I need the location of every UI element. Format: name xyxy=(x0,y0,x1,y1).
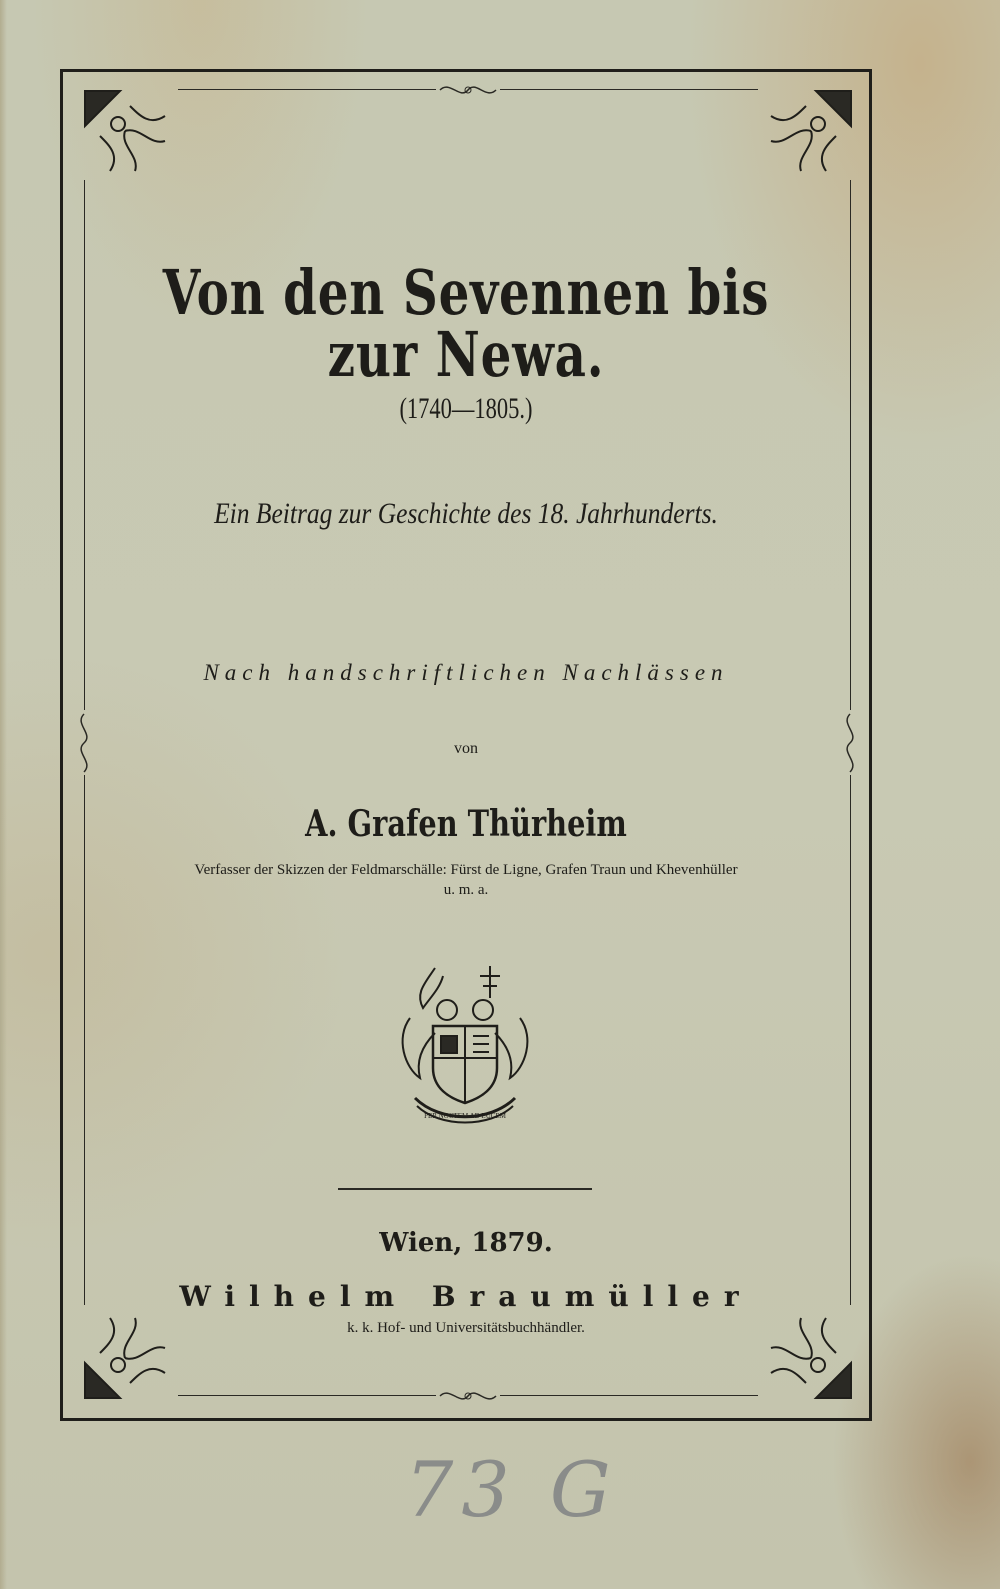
coat-of-arms-emblem xyxy=(395,958,535,1128)
source-note: Nach handschriftlichen Nachlässen xyxy=(203,660,729,685)
author-credentials-line-2: u. m. a. xyxy=(443,882,489,898)
corner-ornament-top-right xyxy=(766,86,856,176)
pencil-shelfmark: 73 G xyxy=(405,1445,619,1534)
frame-left-line-top xyxy=(84,180,85,710)
bottom-scroll-ornament xyxy=(436,1386,500,1406)
frame-right-line-top xyxy=(850,180,851,710)
frame-bottom-line-right xyxy=(500,1395,758,1396)
frame-right-line-bottom xyxy=(850,775,851,1305)
author-name: A. Grafen Thürheim xyxy=(305,803,627,845)
years-range: (1740—1805.) xyxy=(399,392,533,425)
frame-bottom-line-left xyxy=(178,1395,436,1396)
author-credentials xyxy=(60,860,872,900)
crest-motto: PER NOCTEM AD LUCEM xyxy=(424,1112,506,1120)
by-word: von xyxy=(454,740,478,757)
corner-ornament-top-left xyxy=(80,86,170,176)
author-credentials-line-1: Verfasser der Skizzen der Feldmarschälle: Fürst de Ligne, Grafen Traun und Khevenhüller xyxy=(194,862,738,878)
page-edge xyxy=(0,0,7,1589)
book-title: Von den Sevennen bis zur Newa. xyxy=(162,256,770,391)
frame-top-line-left xyxy=(178,89,436,90)
divider-rule xyxy=(338,1188,592,1190)
publisher-title: k. k. Hof- und Universitätsbuchhändler. xyxy=(347,1320,585,1336)
frame-left-line-bottom xyxy=(84,775,85,1305)
publisher-name: Wilhelm Braumüller xyxy=(179,1280,753,1313)
book-subtitle: Ein Beitrag zur Geschichte des 18. Jahrhunderts. xyxy=(214,497,718,530)
frame-top-line-right xyxy=(500,89,758,90)
top-scroll-ornament xyxy=(436,80,500,100)
place-and-year: Wien, 1879. xyxy=(379,1228,553,1258)
